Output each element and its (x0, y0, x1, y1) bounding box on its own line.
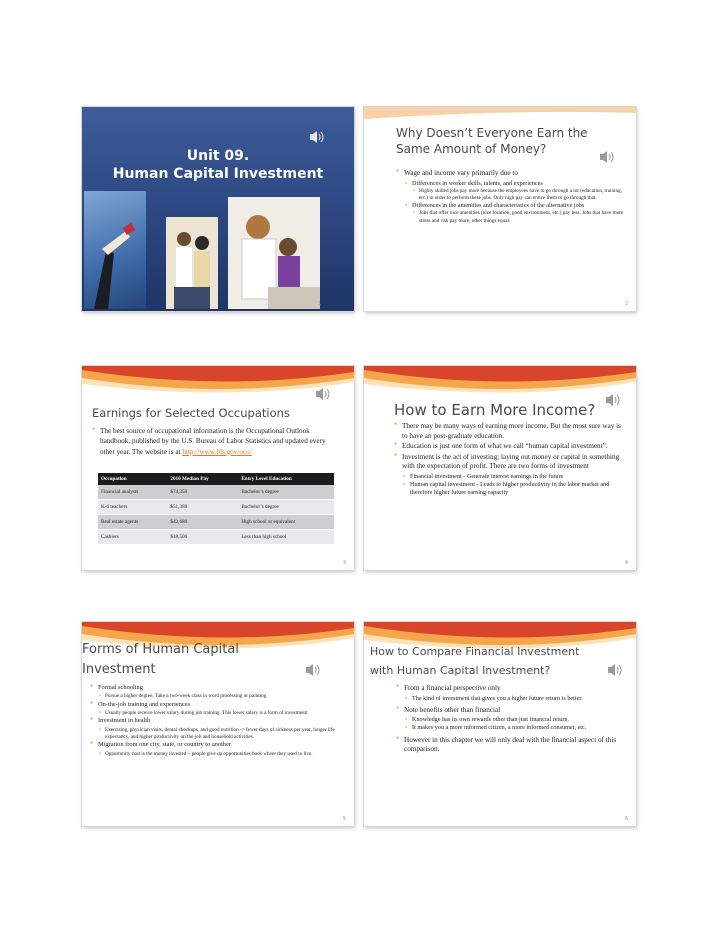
bullet-list (90, 684, 338, 758)
table-cell: Financial analysts (98, 485, 167, 500)
list-item: ● It makes you a more informed citizen, a more informed consumer, etc. (405, 724, 624, 732)
intro-text: The best source of occupational information is the Occupational Outlook handbook, published by the U.S. Bureau of Labor Statistics and updated every other year. The website is at (100, 427, 326, 456)
table-cell: $74,350 (167, 485, 238, 500)
table-header: Occupation (98, 473, 167, 485)
bullet-list (92, 426, 332, 458)
list-item: ● Highly skilled jobs pay more because the employees have to go through a lot (education, training, etc.) in order to perform these jobs. Only high pay can entice them to go through that. (413, 188, 626, 203)
table-row (98, 515, 334, 530)
photo-students (166, 217, 218, 309)
table-row (98, 530, 334, 545)
photo-doctor (228, 197, 320, 309)
table-cell: $18,500 (167, 530, 238, 545)
table-header: Entry Level Education (238, 473, 334, 485)
speaker-icon[interactable] (308, 129, 326, 145)
list-item: ● Differences in the amenities and characteristics of the alternative jobs (405, 202, 626, 210)
slide-title: Unit 09. Human Capital Investment (112, 148, 324, 183)
table-cell: High school or equivalent (238, 515, 334, 530)
list-item: ● Opportunity cost is the money invested – people give up opportunities back where they used to live. (99, 751, 338, 758)
list-item: ● Exercising, physician visits, dental checkups, and good nutrition -> fewer days of sickness per year, longer life expectancy, and higher productivity on the job and household activities. (99, 727, 338, 742)
list-item: ● The kind of investment that gives you a higher future return is better. (405, 695, 624, 703)
header-swoosh (364, 366, 636, 396)
table-row (98, 500, 334, 515)
list-item: ● There may be many ways of earning more income. But the most sure way is to have an post-graduate education. (394, 422, 626, 441)
list-item: ● Usually people receive lower salary during job training. This lower salary is a form of investment (99, 710, 338, 717)
list-item (92, 426, 332, 457)
list-item: ● Jobs that offer nice amenities (nice location, good environment, etc.) pay less. Jobs that have more stress and risk pay more, other things equal. (413, 210, 626, 225)
table-cell: $51,380 (167, 500, 238, 515)
list-item: ● Investment is the act of investing; laying out money or capital in something with the expectation of profit. There are two forms of investment (394, 453, 626, 472)
list-item: ● However in this chapter we will only deal with the financial aspect of this comparison. (396, 736, 624, 755)
table-cell: $42,680 (167, 515, 238, 530)
list-item: ● Wage and income vary primarily due to (396, 169, 626, 179)
list-item: ● On-the-job training and experiences (90, 701, 338, 709)
page-number: 6 (624, 816, 628, 822)
slide-3[interactable] (82, 366, 354, 570)
speaker-icon[interactable] (598, 149, 616, 165)
list-item: ● Migration from one city, state, or country to another (90, 741, 338, 749)
slide-title: How to Compare Financial Investment with Human Capital Investment? (370, 645, 580, 678)
bullet-list (396, 684, 624, 756)
page-number: 2 (624, 301, 628, 307)
table-cell: Real estate agents (98, 515, 167, 530)
slide-1[interactable] (82, 107, 354, 311)
bullet-list (396, 169, 626, 225)
slide-title: Why Doesn’t Everyone Earn the Same Amount of Money? (396, 126, 588, 157)
slide-title: Forms of Human Capital Investment (82, 642, 239, 678)
table-cell: K-6 teachers (98, 500, 167, 515)
page-number: 5 (342, 816, 346, 822)
speaker-icon[interactable] (606, 662, 624, 678)
bullet-list (394, 422, 626, 497)
table-cell: Cashiers (98, 530, 167, 545)
slide-5[interactable] (82, 622, 354, 826)
list-item: ● Financial investment - Generate interest earnings in the future (403, 473, 626, 481)
page-number: 3 (342, 560, 346, 566)
list-item: ● Differences in worker skills, talents, and experiences (405, 180, 626, 188)
list-item: ● Investment in health (90, 717, 338, 725)
bls-link[interactable]: http://www.bls.gov/oco/ (182, 447, 252, 456)
slide-4[interactable] (364, 366, 636, 570)
list-item: ● Education is just one form of what we call “human capital investment”. (394, 442, 626, 452)
list-item: ● From a financial perspective only (396, 684, 624, 694)
slide-6[interactable] (364, 622, 636, 826)
list-item: ● Knowledge has its own rewards other than just financial return. (405, 716, 624, 724)
slide-title: Earnings for Selected Occupations (92, 406, 290, 420)
slide-2[interactable] (364, 107, 636, 311)
table-row (98, 485, 334, 500)
table-cell: Bachelor’s degree (238, 500, 334, 515)
speaker-icon[interactable] (304, 662, 322, 678)
slide-title: How to Earn More Income? (394, 401, 596, 419)
speaker-icon[interactable] (314, 386, 332, 402)
list-item: ● Human capital investment - Leads to higher productivity in the labor market and therefore higher future earning capacity (403, 481, 626, 497)
occupation-table (98, 473, 334, 545)
page-number: 4 (624, 560, 628, 566)
table-cell: Bachelor’s degree (238, 485, 334, 500)
page-number: 1 (318, 301, 322, 307)
list-item: ● Formal schooling (90, 684, 338, 692)
list-item: ● Note benefits other than financial (396, 706, 624, 716)
table-cell: Less than high school (238, 530, 334, 545)
table-header: 2010 Median Pay (167, 473, 238, 485)
list-item: ● Pursue a higher degree, Take a two-week class in word processing or painting (99, 693, 338, 700)
photo-graduation (84, 191, 146, 309)
